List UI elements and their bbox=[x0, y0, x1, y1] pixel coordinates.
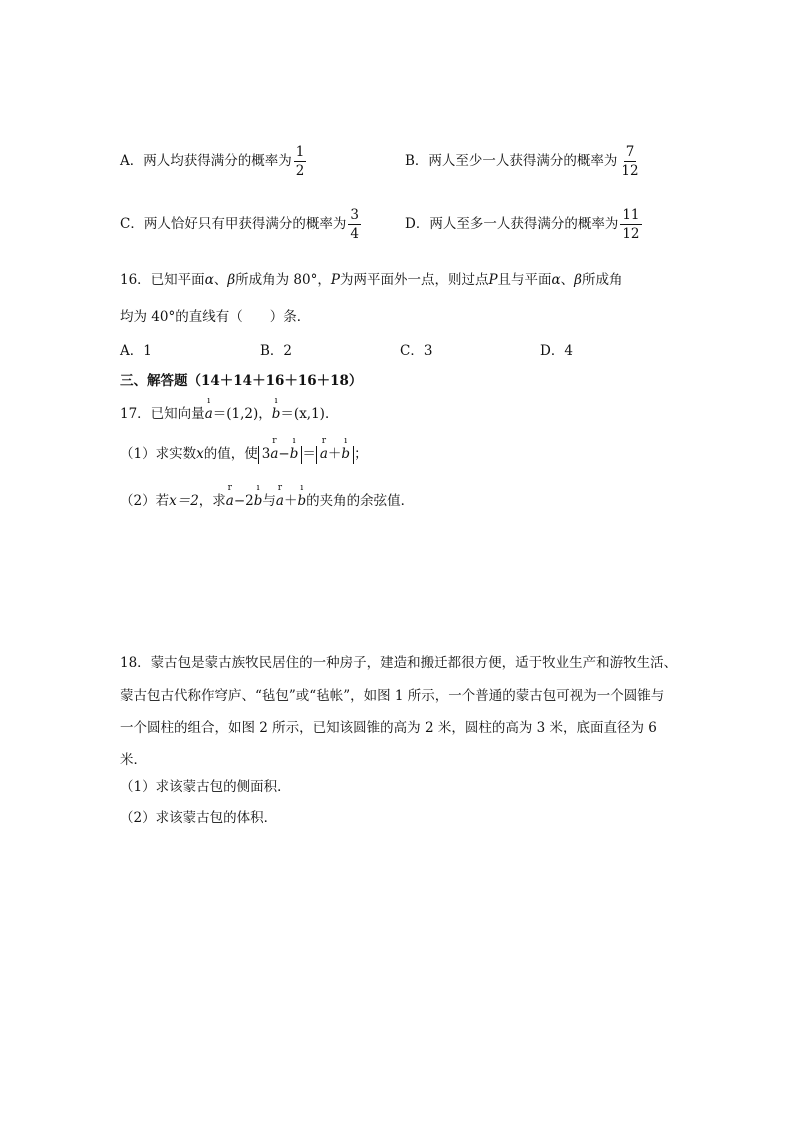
operator: ＋ bbox=[327, 446, 342, 462]
q16-text: 为两平面外一点，则过点 bbox=[339, 272, 489, 288]
q16-line-1 bbox=[120, 268, 622, 288]
q15-option-b-fraction bbox=[619, 145, 640, 178]
vector-letter: b bbox=[271, 406, 281, 422]
vector-b bbox=[271, 396, 281, 422]
q17-text: 17．已知向量 bbox=[120, 406, 205, 422]
q17-text: ，求 bbox=[198, 493, 226, 509]
beta-symbol: β bbox=[574, 272, 582, 288]
q16-text: 所成角 bbox=[581, 272, 623, 288]
operator: − bbox=[233, 493, 246, 509]
fraction-numerator: 3 bbox=[348, 208, 361, 225]
q17-part-2 bbox=[120, 483, 415, 509]
vector-letter: a bbox=[204, 406, 213, 422]
coefficient: 3 bbox=[261, 446, 271, 462]
vector-arrow: ı bbox=[300, 483, 304, 493]
vector-letter: a bbox=[270, 446, 279, 462]
q17-text: 的值，使 bbox=[203, 446, 258, 462]
q15-option-c-fraction bbox=[348, 208, 361, 241]
q15-option-a bbox=[120, 145, 308, 178]
vector-a bbox=[225, 483, 234, 509]
q17-text: （1）求实数 bbox=[120, 446, 197, 462]
vector-arrow: ı bbox=[344, 436, 348, 446]
vector-a bbox=[270, 436, 279, 464]
q16-text: 所成角为 80°， bbox=[235, 272, 331, 288]
q17-intro bbox=[120, 396, 339, 422]
vector-arrow: ı bbox=[292, 436, 296, 446]
vector-arrow: ı bbox=[256, 483, 260, 493]
operator: ＋ bbox=[283, 493, 298, 509]
vector-letter: a bbox=[225, 493, 234, 509]
q17-text: 的夹角的余弦值． bbox=[306, 493, 415, 509]
alpha-symbol: α bbox=[204, 272, 214, 288]
q18-line-4: 米． bbox=[120, 752, 147, 768]
vector-arrow: r bbox=[277, 483, 283, 493]
section-heading: 三、解答题（14＋14＋16＋16＋18） bbox=[120, 373, 363, 389]
coefficient: 2 bbox=[245, 493, 254, 509]
vector-letter: b bbox=[253, 493, 263, 509]
q15-option-a-text: A．两人均获得满分的概率为 bbox=[120, 153, 292, 170]
operator: ＝ bbox=[302, 446, 316, 462]
q15-option-d-fraction bbox=[620, 208, 641, 241]
beta-symbol: β bbox=[227, 272, 236, 288]
vector-b bbox=[253, 483, 263, 509]
q18-part-1: （1）求该蒙古包的侧面积． bbox=[120, 779, 291, 795]
point-p: P bbox=[330, 272, 340, 288]
q18-line-3: 一个圆柱的组合，如图 2 所示，已知该圆锥的高为 2 米，圆柱的高为 3 米，底面直径为 6 bbox=[120, 720, 657, 736]
vector-b bbox=[289, 436, 299, 464]
vector-arrow: r bbox=[227, 483, 232, 493]
fraction-denominator: 12 bbox=[622, 226, 640, 243]
q16-line-2: 均为 40°的直线有（ ）条． bbox=[120, 309, 311, 325]
q15-option-d-text: D．两人至多一人获得满分的概率为 bbox=[405, 216, 619, 233]
q16-option-b: B．2 bbox=[260, 343, 293, 359]
alpha-symbol: α bbox=[551, 272, 561, 288]
vector-arrow: ı bbox=[207, 396, 211, 406]
q17-text: （2）若 bbox=[120, 493, 170, 509]
q15-option-b-text: B．两人至少一人获得满分的概率为 bbox=[405, 153, 618, 170]
operator: − bbox=[278, 446, 290, 462]
vector-letter: a bbox=[275, 493, 284, 509]
vector-arrow: r bbox=[321, 436, 327, 446]
q18-line-2: 蒙古包古代称作穹庐、“毡包”或“毡帐”，如图 1 所示，一个普通的蒙古包可视为一个圆锥与 bbox=[120, 688, 665, 704]
fraction-numerator: 7 bbox=[624, 145, 637, 162]
q17-text: 与 bbox=[262, 493, 276, 509]
vector-b bbox=[297, 483, 307, 509]
vector-arrow: ı bbox=[274, 396, 278, 406]
vector-arrow: r bbox=[272, 436, 277, 446]
q16-option-d: D．4 bbox=[540, 343, 573, 359]
q17-text: ＝(x,1)． bbox=[280, 406, 339, 422]
separator: 、 bbox=[213, 272, 228, 288]
vector-letter: b bbox=[289, 446, 299, 462]
q18-line-1: 18．蒙古包是蒙古族牧民居住的一种房子，建造和搬迁都很方便，适于牧业生产和游牧生活、 bbox=[120, 655, 678, 671]
abs-expression-right bbox=[316, 436, 354, 464]
fraction-denominator: 2 bbox=[295, 163, 305, 180]
separator: 、 bbox=[560, 272, 575, 288]
q17-text: ＝(1,2)， bbox=[212, 406, 272, 422]
q15-option-d bbox=[405, 208, 644, 241]
q16-text: 且与平面 bbox=[497, 272, 552, 288]
vector-letter: a bbox=[319, 446, 328, 462]
q15-option-c bbox=[120, 208, 363, 241]
vector-a bbox=[275, 483, 284, 509]
q16-option-a: A．1 bbox=[120, 343, 152, 359]
q17-part-1 bbox=[120, 436, 368, 464]
variable-x: x bbox=[196, 446, 204, 462]
fraction-denominator: 4 bbox=[350, 226, 359, 243]
q15-option-a-fraction bbox=[294, 145, 307, 178]
q16-text: 16．已知平面 bbox=[120, 272, 205, 288]
vector-a bbox=[204, 396, 213, 422]
vector-a bbox=[319, 436, 328, 464]
abs-expression-left bbox=[258, 436, 303, 464]
q15-option-c-text: C．两人恰好只有甲获得满分的概率为 bbox=[120, 216, 347, 233]
q15-option-b bbox=[405, 145, 643, 178]
q16-option-c: C．3 bbox=[400, 343, 433, 359]
fraction-denominator: 12 bbox=[621, 163, 639, 180]
q18-part-2: （2）求该蒙古包的体积． bbox=[120, 810, 278, 826]
fraction-numerator: 11 bbox=[620, 208, 641, 225]
q17-text: ； bbox=[354, 446, 368, 462]
fraction-numerator: 1 bbox=[294, 145, 307, 162]
condition: x＝2 bbox=[169, 493, 199, 509]
vector-letter: b bbox=[341, 446, 351, 462]
vector-b bbox=[341, 436, 351, 464]
point-p: P bbox=[488, 272, 498, 288]
vector-letter: b bbox=[297, 493, 307, 509]
